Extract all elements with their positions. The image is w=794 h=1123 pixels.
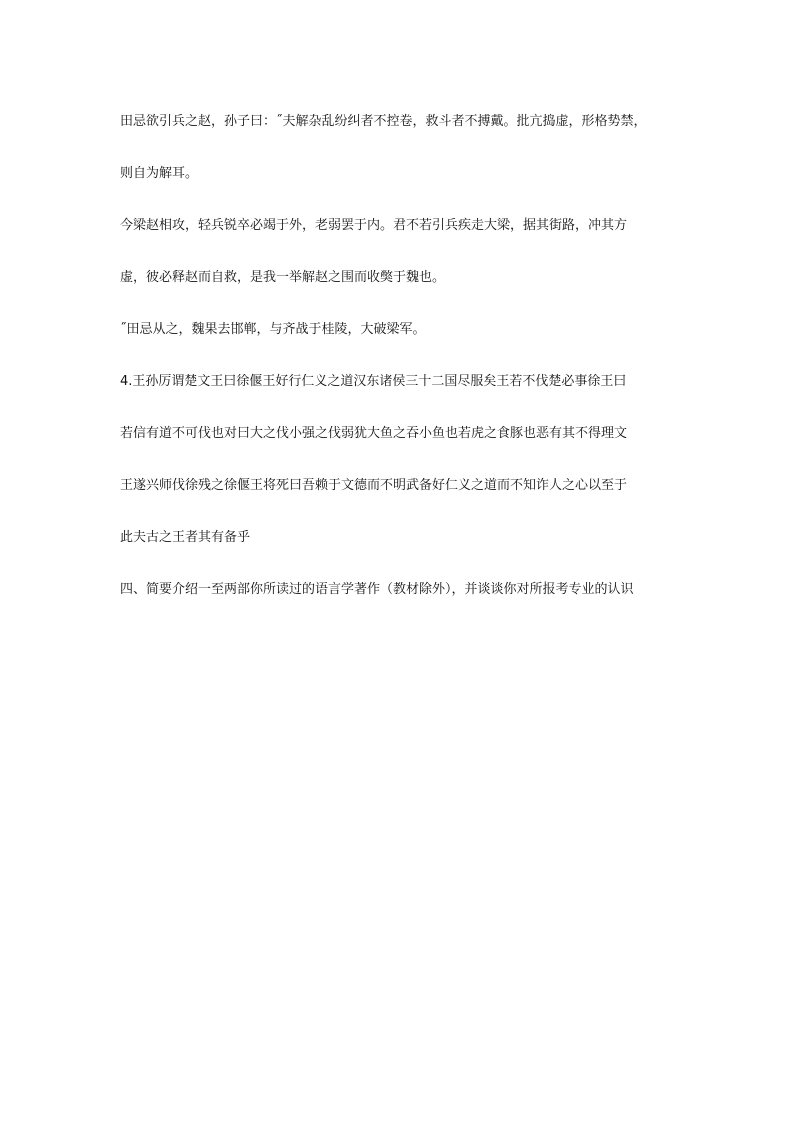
text-line: 田忌欲引兵之赵，孙子曰：˝夫解杂乱纷纠者不控卷，救斗者不搏戴。批亢捣虚，形格势禁， [120,114,647,129]
text-line: 此夫古之王者其有备乎 [120,530,251,545]
text-line: 王遂兴师伐徐残之徐偃王将死曰吾赖于文德而不明武备好仁义之道而不知诈人之心以至于 [120,478,628,493]
text-line: 若信有道不可伐也对曰大之伐小强之伐弱犹大鱼之吞小鱼也若虎之食豚也恶有其不得理文 [120,426,628,441]
text-line: 四、简要介绍一至两部你所读过的语言学著作（教材除外），并谈谈你对所报考专业的认识 [120,582,634,597]
text-line: ˝田忌从之，魏果去邯郸，与齐战于桂陵，大破梁军。 [120,322,426,337]
text-line: 虚，彼必释赵而自救，是我一举解赵之围而收獘于魏也。 [120,270,446,285]
text-line: 4.王孙厉谓楚文王曰徐偃王好行仁义之道汉东诸侯三十二国尽服矣王若不伐楚必事徐王曰 [120,374,627,389]
text-line: 则自为解耳。 [120,166,199,181]
text-line: 今梁赵相攻，轻兵锐卒必竭于外，老弱罢于内。君不若引兵疾走大梁，据其街路，冲其方 [120,218,628,233]
